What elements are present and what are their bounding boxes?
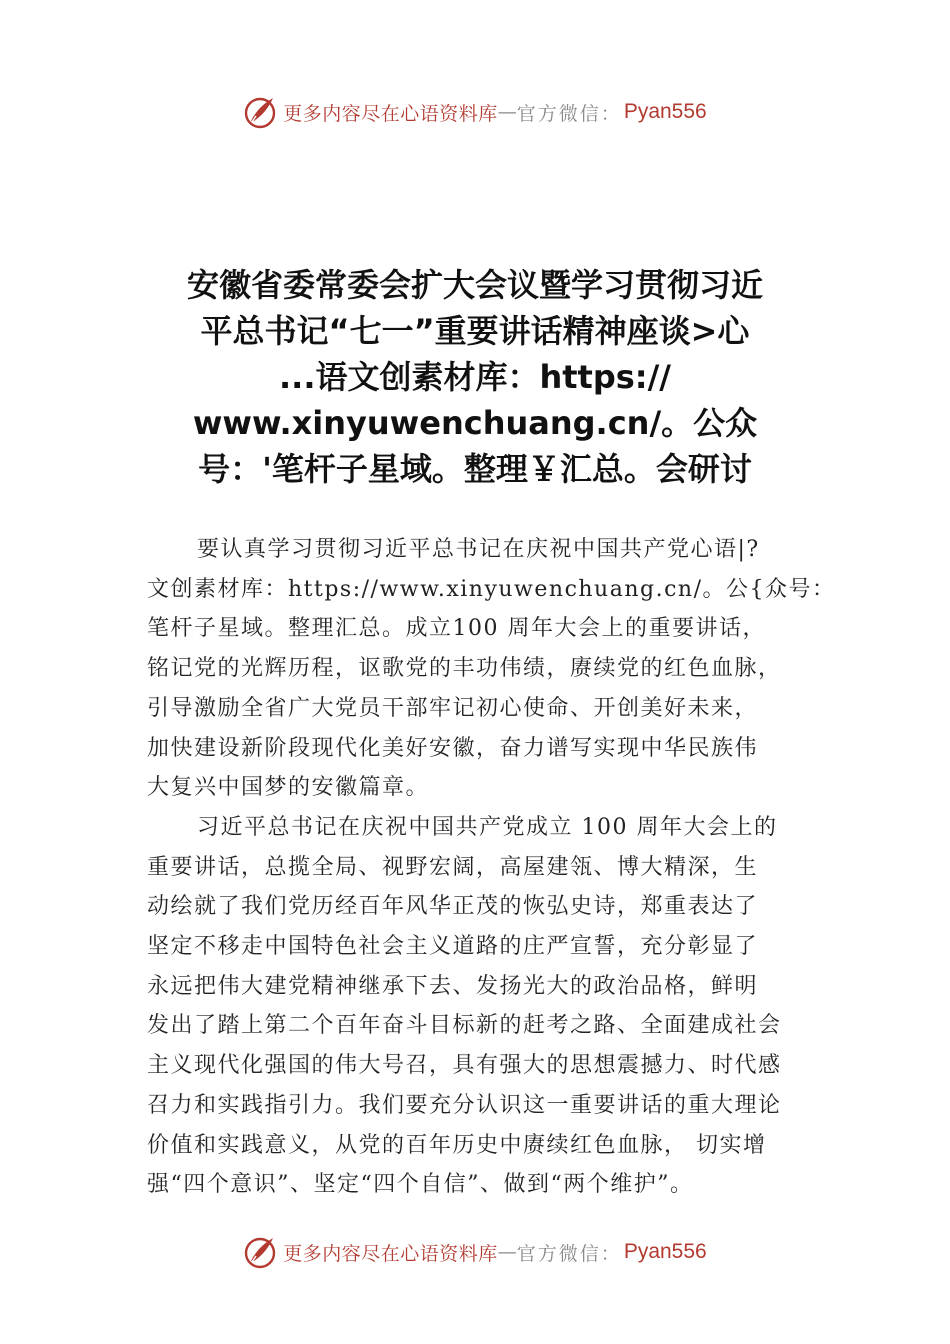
title-line: ...语文创素材库：https:// [279,358,671,396]
text-line: 笔杆子星域。整理汇总。成立100 周年大会上的重要讲话， [147,616,766,642]
banner-text: 更多内容尽在心语资料库 [283,102,498,125]
text-line: 文创素材库：https://www.xinyuwenchuang.cn/。公{众号： [147,576,836,602]
quill-logo-icon [243,1235,277,1269]
text-line: 动绘就了我们党历经百年风华正茂的恢弘史诗，郑重表达了 [147,894,759,920]
text-line: 坚定不移走中国特色社会主义道路的庄严宣誓，充分彰显了 [147,934,759,960]
document-title [145,262,805,492]
paragraph-1 [147,530,837,808]
text-line: 大复兴中国梦的安徽篇章。 [147,775,430,801]
text-line: 引导激励全省广大党员干部牢记初心使命、开创美好未来， [147,695,759,721]
banner-separator: — [497,1241,517,1263]
text-line: 价值和实践意义，从党的百年历史中赓续红色血脉， 切实增 [147,1132,767,1158]
text-line: 铭记党的光辉历程，讴歌党的丰功伟绩，赓续党的红色血脉， [147,656,782,682]
document-body [147,530,837,1205]
text-line: 强“四个意识”、坚定“四个自信”、做到“两个维护”。 [147,1172,694,1198]
text-line: 主义现代化强国的伟大号召，具有强大的思想震撼力、时代感 [147,1053,782,1079]
title-line: 号：'笔杆子星域。整理￥汇总。会研讨 [198,450,752,488]
text-line: 重要讲话，总揽全局、视野宏阔，高屋建瓴、博大精深，生 [147,854,759,880]
banner-separator: — [497,101,517,123]
text-line: 加快建设新阶段现代化美好安徽，奋力谱写实现中华民族伟 [147,735,759,761]
text-line: 发出了踏上第二个百年奋斗目标新的赶考之路、全面建成社会 [147,1013,782,1039]
title-line: 平总书记“七一”重要讲话精神座谈>心 [200,312,750,350]
text-line: 习近平总书记在庆祝中国共产党成立 100 周年大会上的 [197,814,778,840]
title-line: 安徽省委常委会扩大会议暨学习贯彻习近 [186,266,763,304]
text-line: 永远把伟大建党精神继承下去、发扬光大的政治品格，鲜明 [147,973,759,999]
footer-banner [0,1232,950,1272]
quill-logo-icon [243,95,277,129]
banner-wechat-label: 官方微信： [516,102,622,125]
banner-wechat-label: 官方微信： [516,1242,622,1265]
title-line: www.xinyuwenchuang.cn/。公众 [192,404,758,442]
text-line: 要认真学习贯彻习近平总书记在庆祝中国共产党心语|? [197,537,760,562]
banner-text: 更多内容尽在心语资料库 [283,1242,498,1265]
paragraph-2 [147,808,837,1205]
text-line: 召力和实践指引力。我们要充分认识这一重要讲话的重大理论 [147,1092,782,1118]
header-banner [0,92,950,132]
banner-wechat-id: Pyan556 [623,100,707,123]
banner-wechat-id: Pyan556 [623,1240,707,1263]
